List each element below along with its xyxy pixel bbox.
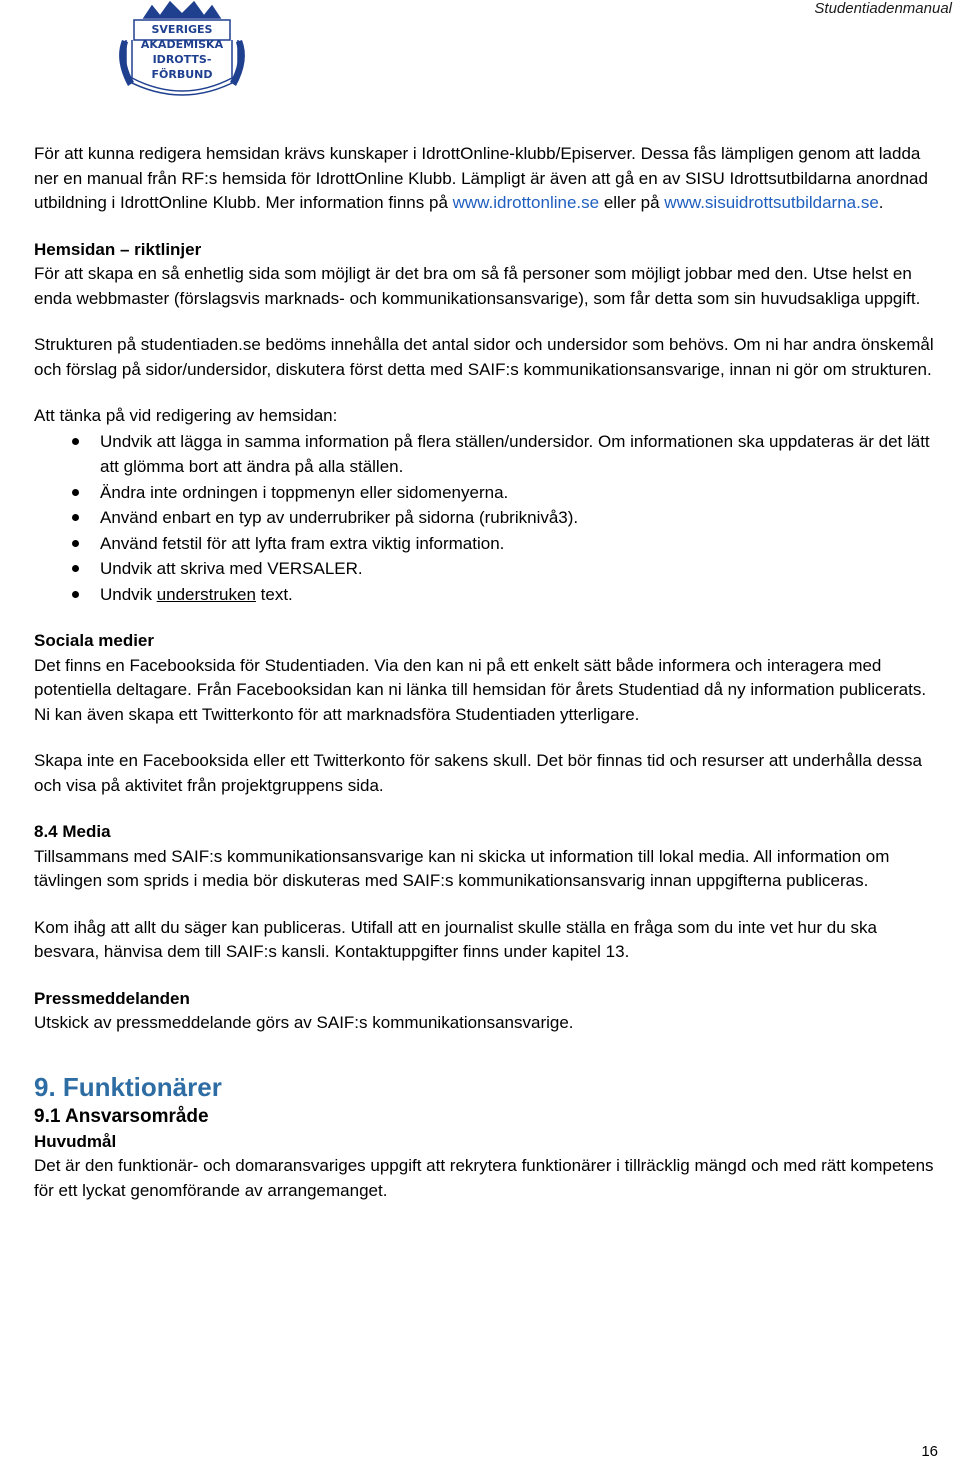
list-item: Ändra inte ordningen i toppmenyn eller sidomenyerna. — [34, 480, 934, 506]
list-item: Undvik att lägga in samma information på flera ställen/undersidor. Om informationen ska uppdateras är det lätt att glömma bort att ändra på alla ställen. — [34, 429, 934, 480]
chapter-9-title: 9. Funktionärer — [34, 1071, 222, 1102]
section-9-1-heading: 9.1 Ansvarsområde — [34, 1105, 209, 1127]
social-heading: Sociala medier — [34, 631, 155, 650]
social-paragraph-2: Skapa inte en Facebooksida eller ett Twitterkonto för sakens skull. Det bör finnas tid och resurser att underhålla dessa och visa på aktivitet från projektgruppens sida. — [34, 751, 922, 795]
press-heading: Pressmeddelanden — [34, 988, 190, 1008]
list-item: Använd fetstil för att lyfta fram extra viktig information. — [34, 531, 934, 557]
list-item: Använd enbart en typ av underrubriker på sidorna (rubriknivå3). — [34, 505, 934, 531]
media-heading: 8.4 Media — [34, 822, 111, 841]
bullet-icon — [72, 591, 79, 598]
list-item: Undvik understruken text. — [34, 582, 934, 608]
idrottonline-link[interactable]: www.idrottonline.se — [452, 193, 600, 212]
guidelines-list — [34, 429, 934, 608]
list-intro: Att tänka på vid redigering av hemsidan: — [34, 406, 338, 425]
bullet-icon — [72, 565, 79, 572]
bullet-icon — [72, 514, 79, 521]
sisu-link[interactable]: www.sisuidrottsutbildarna.se — [664, 193, 879, 212]
bullet-icon — [72, 489, 79, 496]
page-number: 16 — [921, 1443, 938, 1460]
guidelines-paragraph-1: För att skapa en så enhetlig sida som möjligt är det bra om så få personer som möjligt jobbar med den. Utse helst en enda webbmaster (förslagsvis marknads- och kommunikationsansvarige), som får detta som sin huvudsakliga uppgift. — [34, 264, 921, 308]
social-paragraph-1: Det finns en Facebooksida för Studentiaden. Via den kan ni på ett enkelt sätt både informera och interagera med potentiella deltagare. Från Facebooksidan kan ni länka till hemsidan för årets Studentiad då ny information publicerats. Ni kan även skapa ett Twitterkonto för att marknadsföra Studentiaden ytterligare. — [34, 655, 927, 724]
media-paragraph-2: Kom ihåg att allt du säger kan publiceras. Utifall att en journalist skulle ställa en fråga som du inte vet hur du ska besvara, hänvisa dem till SAIF:s kansli. Kontaktuppgifter finns under kapitel 13. — [34, 917, 877, 961]
guidelines-paragraph-2: Strukturen på studentiaden.se bedöms innehålla det antal sidor och undersidor som behövs. Om ni har andra önskemål och förslag på sidor/undersidor, diskutera först detta med SAIF:s kommunikationsansvarige, innan ni gör om strukturen. — [34, 335, 934, 379]
main-content — [34, 142, 934, 1203]
svg-text:SVERIGES: SVERIGES — [151, 23, 213, 36]
goal-heading: Huvudmål — [34, 1131, 117, 1151]
bullet-icon — [72, 540, 79, 547]
svg-text:IDROTTS-: IDROTTS- — [152, 53, 212, 66]
media-paragraph-1: Tillsammans med SAIF:s kommunikationsansvarige kan ni skicka ut information till lokal media. All information om tävlingen som sprids i media bör diskuteras med SAIF:s kommunikationsansvarig innan uppgifterna publiceras. — [34, 846, 890, 890]
svg-text:FÖRBUND: FÖRBUND — [151, 68, 213, 81]
list-item: Undvik att skriva med VERSALER. — [34, 556, 934, 582]
goal-paragraph: Det är den funktionär- och domaransvariges uppgift att rekrytera funktionärer i tillräcklig mängd och med rätt kompetens för ett lyckat genomförande av arrangemanget. — [34, 1156, 934, 1200]
saif-logo — [104, 0, 260, 104]
svg-text:AKADEMISKA: AKADEMISKA — [140, 38, 224, 51]
press-paragraph: Utskick av pressmeddelande görs av SAIF:s kommunikationsansvarige. — [34, 1013, 574, 1032]
bullet-icon — [72, 438, 79, 445]
guidelines-heading: Hemsidan – riktlinjer — [34, 239, 202, 259]
intro-paragraph: För att kunna redigera hemsidan krävs kunskaper i IdrottOnline-klubb/Episerver. Dessa fås lämpligen genom att ladda ner en manual från RF:s hemsida för IdrottOnline Klubb. Lämpligt är även att gå en av SISU Idrottsutbildarna anordnad utbildning i IdrottOnline Klubb. Mer information finns på www.idrottonline.se eller på www.sisuidrottsutbildarna.se. — [34, 144, 928, 212]
running-header: Studentiadenmanual — [814, 0, 952, 17]
